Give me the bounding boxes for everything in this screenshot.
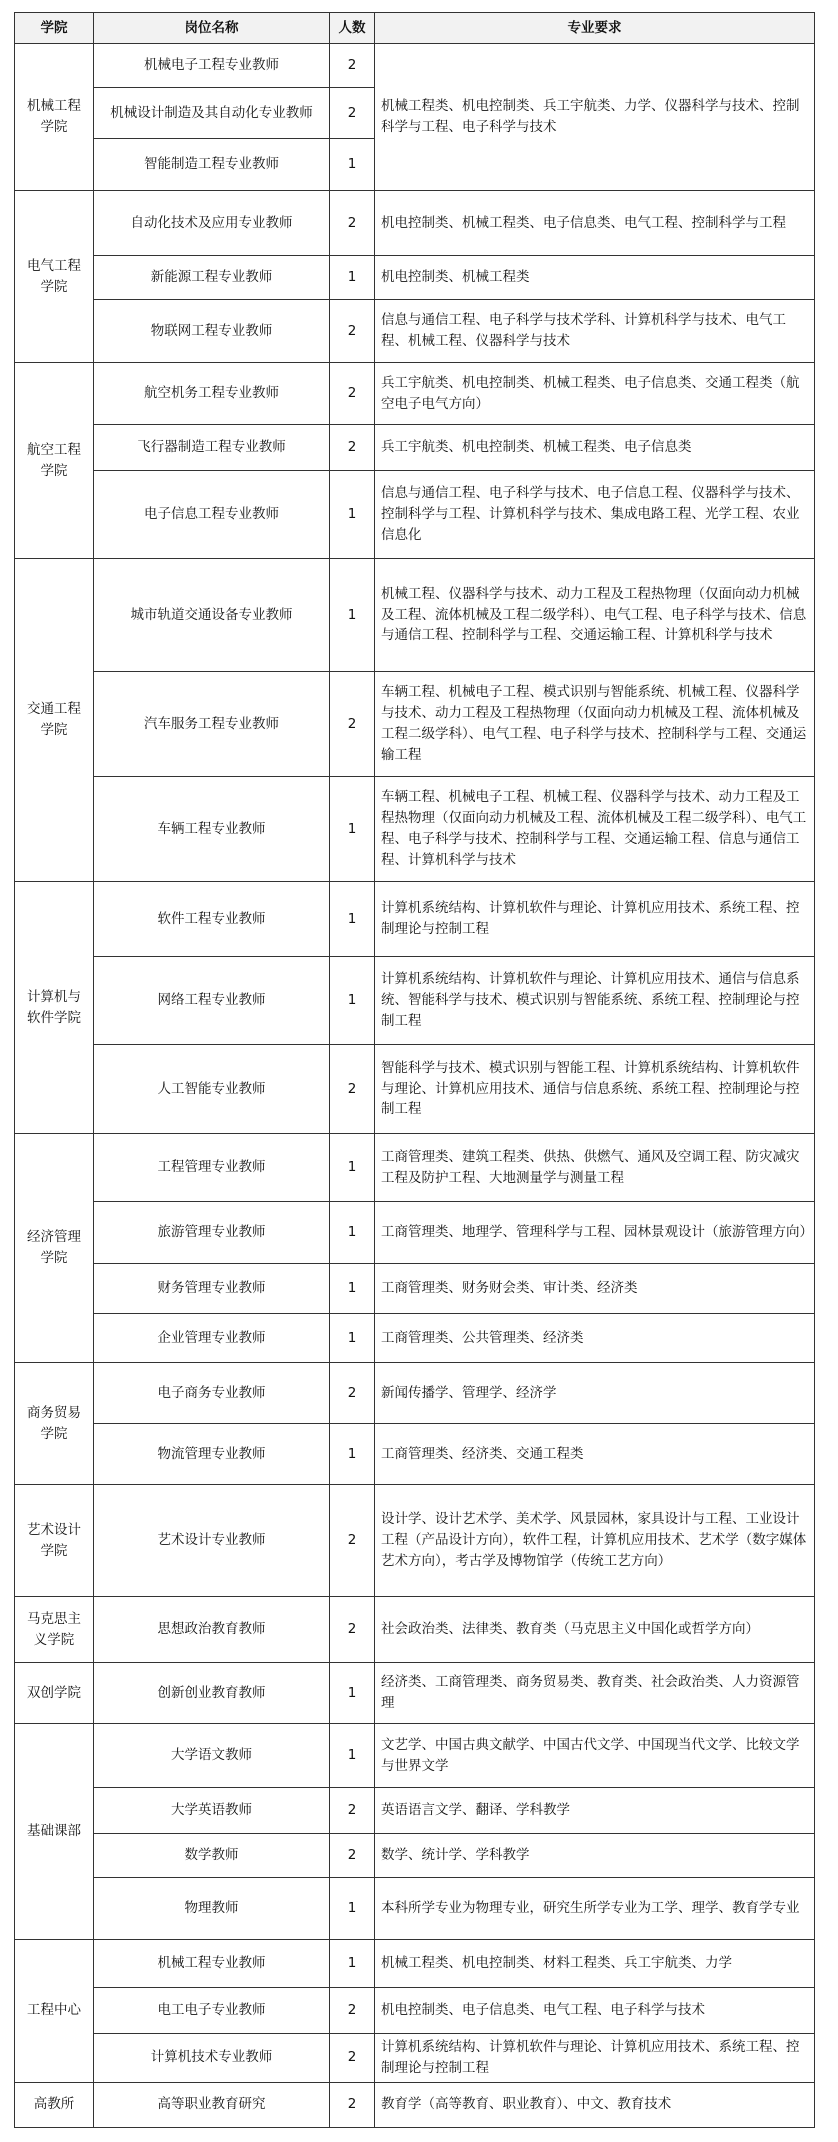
- requirement-cell: 设计学、设计艺术学、美术学、风景园林，家具设计与工程、工业设计工程（产品设计方向），软件工程，计算机应用技术、艺术学（数字媒体艺术方向），考古学及博物馆学（传统工艺方向）: [375, 1485, 815, 1597]
- position-cell: 旅游管理专业教师: [94, 1202, 330, 1264]
- table-row: [15, 300, 815, 363]
- requirement-cell: 机电控制类、机械工程类、电子信息类、电气工程、控制科学与工程: [375, 191, 815, 256]
- table-row: [15, 256, 815, 300]
- position-cell: 人工智能专业教师: [94, 1045, 330, 1134]
- position-cell: 财务管理专业教师: [94, 1264, 330, 1314]
- table-row: [15, 1485, 815, 1597]
- count-cell: 2: [330, 1045, 375, 1134]
- position-cell: 软件工程专业教师: [94, 882, 330, 957]
- requirement-cell: 机械工程、仪器科学与技术、动力工程及工程热物理（仅面向动力机械及工程、流体机械及工程二级学科）、电气工程、电子科学与技术、信息与通信工程、控制科学与工程、交通运输工程、计算机科学与技术: [375, 559, 815, 672]
- count-cell: 2: [330, 44, 375, 88]
- count-cell: 2: [330, 191, 375, 256]
- position-cell: 网络工程专业教师: [94, 957, 330, 1045]
- count-cell: 2: [330, 1834, 375, 1878]
- position-cell: 数学教师: [94, 1834, 330, 1878]
- requirement-cell: 计算机系统结构、计算机软件与理论、计算机应用技术、系统工程、控制理论与控制工程: [375, 882, 815, 957]
- requirement-cell: 机电控制类、机械工程类: [375, 256, 815, 300]
- table-row: [15, 1045, 815, 1134]
- table-row: [15, 1424, 815, 1485]
- table-row: [15, 882, 815, 957]
- count-cell: 2: [330, 363, 375, 425]
- header-requirement: 专业要求: [375, 13, 815, 44]
- count-cell: 1: [330, 882, 375, 957]
- position-cell: 电工电子专业教师: [94, 1988, 330, 2034]
- count-cell: 1: [330, 1940, 375, 1988]
- count-cell: 2: [330, 425, 375, 471]
- table-row: [15, 2034, 815, 2083]
- college-cell: 双创学院: [15, 1663, 94, 1724]
- requirement-cell: 工商管理类、经济类、交通工程类: [375, 1424, 815, 1485]
- position-cell: 物流管理专业教师: [94, 1424, 330, 1485]
- position-cell: 工程管理专业教师: [94, 1134, 330, 1202]
- requirement-cell: 计算机系统结构、计算机软件与理论、计算机应用技术、系统工程、控制理论与控制工程: [375, 2034, 815, 2083]
- requirement-cell: 机械工程类、机电控制类、兵工宇航类、力学、仪器科学与技术、控制科学与工程、电子科学与技术: [375, 44, 815, 191]
- position-cell: 智能制造工程专业教师: [94, 139, 330, 191]
- requirement-cell: 经济类、工商管理类、商务贸易类、教育类、社会政治类、人力资源管理: [375, 1663, 815, 1724]
- requirement-cell: 车辆工程、机械电子工程、机械工程、仪器科学与技术、动力工程及工程热物理（仅面向动力机械及工程、流体机械及工程二级学科）、电气工程、电子科学与技术、控制科学与工程、交通运输工程、信息与通信工程、计算机科学与技术: [375, 777, 815, 882]
- count-cell: 2: [330, 1988, 375, 2034]
- table-row: [15, 672, 815, 777]
- position-cell: 城市轨道交通设备专业教师: [94, 559, 330, 672]
- table-row: [15, 363, 815, 425]
- requirement-cell: 工商管理类、财务财会类、审计类、经济类: [375, 1264, 815, 1314]
- table-row: [15, 957, 815, 1045]
- count-cell: 1: [330, 1663, 375, 1724]
- table-row: [15, 425, 815, 471]
- position-cell: 电子信息工程专业教师: [94, 471, 330, 559]
- college-cell: 航空工程学院: [15, 363, 94, 559]
- table-row: [15, 559, 815, 672]
- count-cell: 1: [330, 471, 375, 559]
- table-row: [15, 471, 815, 559]
- table-row: [15, 1597, 815, 1663]
- count-cell: 2: [330, 2034, 375, 2083]
- position-cell: 大学英语教师: [94, 1788, 330, 1834]
- requirement-cell: 工商管理类、公共管理类、经济类: [375, 1314, 815, 1363]
- position-cell: 计算机技术专业教师: [94, 2034, 330, 2083]
- requirement-cell: 工商管理类、地理学、管理科学与工程、园林景观设计（旅游管理方向）: [375, 1202, 815, 1264]
- table-row: [15, 777, 815, 882]
- position-cell: 车辆工程专业教师: [94, 777, 330, 882]
- table-row: [15, 2082, 815, 2127]
- requirement-cell: 教育学（高等教育、职业教育）、中文、教育技术: [375, 2082, 815, 2127]
- college-cell: 艺术设计学院: [15, 1485, 94, 1597]
- header-count: 人数: [330, 13, 375, 44]
- count-cell: 1: [330, 139, 375, 191]
- table-row: [15, 1134, 815, 1202]
- position-cell: 新能源工程专业教师: [94, 256, 330, 300]
- requirement-cell: 机电控制类、电子信息类、电气工程、电子科学与技术: [375, 1988, 815, 2034]
- count-cell: 2: [330, 1485, 375, 1597]
- requirement-cell: 机械工程类、机电控制类、材料工程类、兵工宇航类、力学: [375, 1940, 815, 1988]
- position-cell: 物联网工程专业教师: [94, 300, 330, 363]
- requirement-cell: 车辆工程、机械电子工程、模式识别与智能系统、机械工程、仪器科学与技术、动力工程及工程热物理（仅面向动力机械及工程、流体机械及工程二级学科）、电气工程、电子科学与技术、控制科学与工程、交通运输工程: [375, 672, 815, 777]
- count-cell: 1: [330, 1878, 375, 1940]
- count-cell: 2: [330, 88, 375, 139]
- requirement-cell: 兵工宇航类、机电控制类、机械工程类、电子信息类: [375, 425, 815, 471]
- table-row: [15, 1314, 815, 1363]
- count-cell: 1: [330, 1264, 375, 1314]
- requirement-cell: 信息与通信工程、电子科学与技术、电子信息工程、仪器科学与技术、控制科学与工程、计算机科学与技术、集成电路工程、光学工程、农业信息化: [375, 471, 815, 559]
- count-cell: 2: [330, 300, 375, 363]
- position-cell: 机械设计制造及其自动化专业教师: [94, 88, 330, 139]
- table-row: [15, 1988, 815, 2034]
- position-cell: 机械工程专业教师: [94, 1940, 330, 1988]
- college-cell: 计算机与软件学院: [15, 882, 94, 1134]
- count-cell: 2: [330, 1788, 375, 1834]
- table-row: [15, 1834, 815, 1878]
- requirement-cell: 计算机系统结构、计算机软件与理论、计算机应用技术、通信与信息系统、智能科学与技术、模式识别与智能系统、系统工程、控制理论与控制工程: [375, 957, 815, 1045]
- table-row: [15, 1788, 815, 1834]
- college-cell: 机械工程学院: [15, 44, 94, 191]
- requirement-cell: 信息与通信工程、电子科学与技术学科、计算机科学与技术、电气工程、机械工程、仪器科学与技术: [375, 300, 815, 363]
- table-row: [15, 1724, 815, 1788]
- requirement-cell: 社会政治类、法律类、教育类（马克思主义中国化或哲学方向）: [375, 1597, 815, 1663]
- requirement-cell: 本科所学专业为物理专业，研究生所学专业为工学、理学、教育学专业: [375, 1878, 815, 1940]
- table-row: [15, 1878, 815, 1940]
- count-cell: 1: [330, 1134, 375, 1202]
- requirement-cell: 工商管理类、建筑工程类、供热、供燃气、通风及空调工程、防灾减灾工程及防护工程、大地测量学与测量工程: [375, 1134, 815, 1202]
- header-position: 岗位名称: [94, 13, 330, 44]
- count-cell: 1: [330, 256, 375, 300]
- college-cell: 交通工程学院: [15, 559, 94, 882]
- requirement-cell: 数学、统计学、学科教学: [375, 1834, 815, 1878]
- count-cell: 2: [330, 672, 375, 777]
- position-cell: 艺术设计专业教师: [94, 1485, 330, 1597]
- position-cell: 物理教师: [94, 1878, 330, 1940]
- college-cell: 基础课部: [15, 1724, 94, 1940]
- college-cell: 高教所: [15, 2082, 94, 2127]
- count-cell: 1: [330, 1724, 375, 1788]
- requirement-cell: 智能科学与技术、模式识别与智能工程、计算机系统结构、计算机软件与理论、计算机应用技术、通信与信息系统、系统工程、控制理论与控制工程: [375, 1045, 815, 1134]
- position-cell: 电子商务专业教师: [94, 1363, 330, 1424]
- count-cell: 2: [330, 1597, 375, 1663]
- position-cell: 汽车服务工程专业教师: [94, 672, 330, 777]
- requirement-cell: 文艺学、中国古典文献学、中国古代文学、中国现当代文学、比较文学与世界文学: [375, 1724, 815, 1788]
- college-cell: 马克思主义学院: [15, 1597, 94, 1663]
- table-row: [15, 1202, 815, 1264]
- header-row: [15, 13, 815, 44]
- college-cell: 电气工程学院: [15, 191, 94, 363]
- requirement-cell: 兵工宇航类、机电控制类、机械工程类、电子信息类、交通工程类（航空电子电气方向）: [375, 363, 815, 425]
- requirement-cell: 新闻传播学、管理学、经济学: [375, 1363, 815, 1424]
- position-cell: 思想政治教育教师: [94, 1597, 330, 1663]
- table-row: [15, 1663, 815, 1724]
- requirement-cell: 英语语言文学、翻译、学科教学: [375, 1788, 815, 1834]
- table-row: [15, 1940, 815, 1988]
- college-cell: 工程中心: [15, 1940, 94, 2083]
- position-cell: 航空机务工程专业教师: [94, 363, 330, 425]
- table-row: [15, 44, 815, 88]
- position-cell: 机械电子工程专业教师: [94, 44, 330, 88]
- position-cell: 创新创业教育教师: [94, 1663, 330, 1724]
- position-cell: 大学语文教师: [94, 1724, 330, 1788]
- position-cell: 高等职业教育研究: [94, 2082, 330, 2127]
- table-row: [15, 191, 815, 256]
- college-cell: 商务贸易学院: [15, 1363, 94, 1485]
- table-row: [15, 1264, 815, 1314]
- count-cell: 1: [330, 1314, 375, 1363]
- count-cell: 1: [330, 559, 375, 672]
- count-cell: 1: [330, 1424, 375, 1485]
- count-cell: 2: [330, 2082, 375, 2127]
- count-cell: 1: [330, 957, 375, 1045]
- position-cell: 企业管理专业教师: [94, 1314, 330, 1363]
- count-cell: 1: [330, 777, 375, 882]
- college-cell: 经济管理学院: [15, 1134, 94, 1363]
- count-cell: 2: [330, 1363, 375, 1424]
- count-cell: 1: [330, 1202, 375, 1264]
- recruitment-table: [14, 12, 815, 2128]
- position-cell: 自动化技术及应用专业教师: [94, 191, 330, 256]
- header-college: 学院: [15, 13, 94, 44]
- position-cell: 飞行器制造工程专业教师: [94, 425, 330, 471]
- table-row: [15, 1363, 815, 1424]
